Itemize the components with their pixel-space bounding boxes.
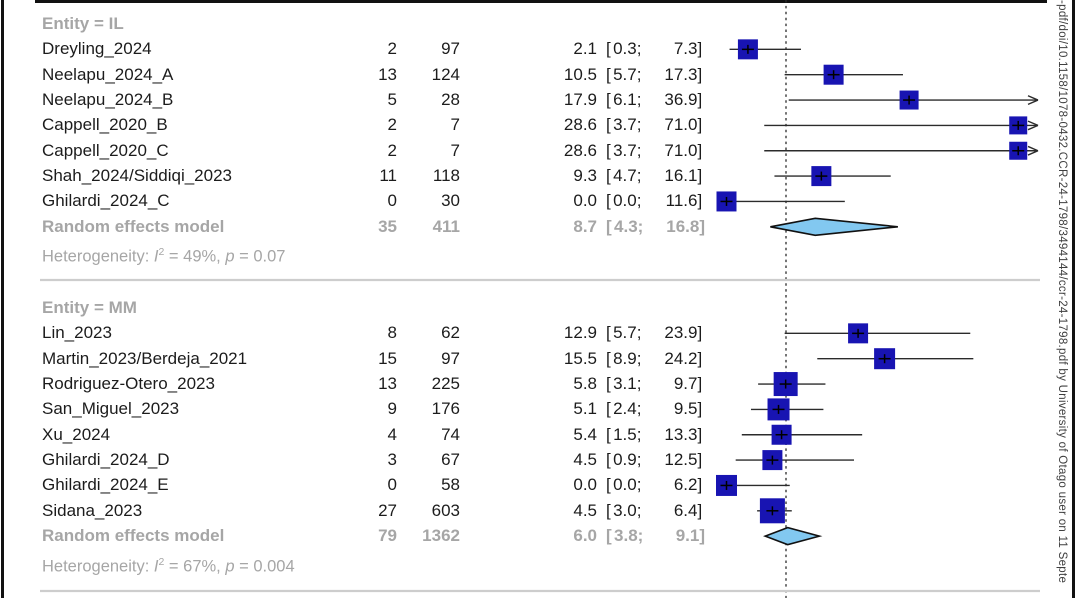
study-row [0, 163, 1045, 189]
ci-upper: 9.5 [673, 399, 698, 419]
ci-open-bracket: [ [606, 166, 611, 186]
ci-open-bracket: [ [606, 500, 611, 520]
ci-open-bracket: [ [606, 348, 611, 368]
ci-upper: 71.0 [664, 140, 698, 160]
total-value: 74 [441, 424, 460, 444]
ci-value [606, 112, 707, 138]
ci-value [606, 163, 707, 189]
ci-separator: ; [637, 216, 644, 236]
events-value: 2 [387, 115, 397, 135]
effect-value: 9.3 [573, 166, 597, 186]
ci-separator: ; [636, 374, 642, 394]
effect-value: 28.6 [563, 140, 597, 160]
ci-close-bracket: ] [697, 90, 703, 110]
ci-close-bracket: ] [697, 348, 703, 368]
total-value: 97 [441, 39, 460, 59]
ci-lower: 6.1 [613, 90, 637, 110]
ci-separator: ; [636, 424, 642, 444]
ci-lower: 3.1 [613, 374, 637, 394]
i2-superscript: 2 [158, 555, 165, 568]
events-value: 13 [378, 64, 397, 84]
total-value: 411 [432, 216, 460, 236]
events-value: 0 [387, 191, 397, 211]
watermark-text: -pdf/doi/10.1158/1078-0432.CCR-24-1798/3494144/ccr-24-1798.pdf by University of Otago user on 11 Septe [1056, 0, 1068, 584]
ci-lower: 0.3 [613, 39, 637, 59]
ci-upper: 13.3 [664, 424, 698, 444]
ci-lower: 5.7 [613, 64, 637, 84]
study-row [0, 62, 1045, 88]
total-value: 62 [441, 323, 460, 343]
ci-separator: ; [636, 39, 642, 59]
ci-lower: 4.3 [614, 216, 638, 236]
ci-upper: 16.8 [666, 216, 700, 236]
study-label: Ghilardi_2024_E [42, 475, 169, 495]
ci-value [606, 396, 707, 422]
events-value: 79 [378, 526, 397, 546]
effect-value: 4.5 [573, 450, 597, 470]
ci-close-bracket: ] [697, 450, 703, 470]
ci-close-bracket: ] [697, 500, 703, 520]
i2-symbol: I [153, 557, 159, 575]
ci-close-bracket: ] [697, 323, 703, 343]
ci-close-bracket: ] [697, 374, 703, 394]
effect-value: 0.0 [573, 191, 597, 211]
study-row [0, 346, 1045, 372]
ci-value [606, 371, 707, 397]
ci-close-bracket: ] [697, 39, 703, 59]
ci-lower: 3.7 [613, 140, 637, 160]
total-value: 118 [432, 166, 460, 186]
effect-value: 6.0 [573, 526, 597, 546]
ci-close-bracket: ] [697, 166, 703, 186]
events-value: 8 [387, 323, 397, 343]
group-header-row [0, 11, 1045, 37]
effect-value: 12.9 [563, 323, 597, 343]
ci-open-bracket: [ [606, 526, 612, 546]
ci-value [606, 214, 707, 240]
heterogeneity-row [0, 239, 1045, 265]
ci-separator: ; [636, 450, 642, 470]
ci-open-bracket: [ [606, 191, 611, 211]
p-symbol: p [225, 557, 235, 575]
ci-close-bracket: ] [697, 64, 703, 84]
total-value: 7 [450, 115, 460, 135]
ci-upper: 17.3 [664, 64, 698, 84]
ci-open-bracket: [ [606, 115, 611, 135]
study-label: Rodriguez-Otero_2023 [42, 374, 215, 394]
ci-lower: 1.5 [613, 424, 637, 444]
ci-lower: 0.0 [613, 475, 637, 495]
study-label: Cappell_2020_C [42, 140, 169, 160]
study-label: Random effects model [42, 216, 225, 236]
study-label: Lin_2023 [42, 323, 112, 343]
ci-upper: 9.7 [673, 374, 698, 394]
ci-value [606, 87, 707, 113]
ci-upper: 12.5 [664, 450, 698, 470]
ci-open-bracket: [ [606, 323, 611, 343]
ci-open-bracket: [ [606, 140, 611, 160]
effect-value: 4.5 [573, 500, 597, 520]
effect-value: 5.1 [573, 399, 597, 419]
effect-value: 15.5 [563, 348, 597, 368]
group-header-row [0, 295, 1045, 321]
study-row [0, 498, 1045, 524]
ci-separator: ; [636, 140, 642, 160]
ci-value [606, 62, 707, 88]
effect-value: 8.7 [573, 216, 597, 236]
events-value: 35 [378, 216, 397, 236]
ci-value [606, 498, 707, 524]
ci-close-bracket: ] [697, 424, 703, 444]
ci-upper: 6.4 [673, 500, 698, 520]
events-value: 3 [387, 450, 397, 470]
ci-open-bracket: [ [606, 64, 611, 84]
ci-upper: 9.1 [675, 526, 700, 546]
ci-value [606, 36, 707, 62]
total-value: 1362 [422, 526, 460, 546]
ci-close-bracket: ] [699, 526, 706, 546]
ci-separator: ; [637, 526, 644, 546]
events-value: 2 [387, 39, 397, 59]
effect-value: 28.6 [563, 115, 597, 135]
pooled-row [0, 214, 1045, 240]
ci-separator: ; [636, 475, 642, 495]
total-value: 225 [431, 374, 460, 394]
ci-value [606, 447, 707, 473]
study-row [0, 320, 1045, 346]
ci-value [606, 138, 707, 164]
i2-symbol: I [153, 247, 159, 266]
study-row [0, 447, 1045, 473]
ci-value [606, 523, 707, 549]
total-value: 28 [441, 90, 460, 110]
study-label: Xu_2024 [42, 424, 111, 444]
group-label: Entity = MM [42, 298, 137, 317]
ci-close-bracket: ] [697, 140, 703, 160]
ci-lower: 0.9 [613, 450, 637, 470]
ci-upper: 7.3 [673, 39, 698, 59]
ci-upper: 6.2 [673, 475, 698, 495]
ci-upper: 24.2 [664, 348, 698, 368]
total-value: 67 [441, 450, 460, 470]
events-value: 13 [378, 374, 397, 394]
pooled-row [0, 523, 1045, 549]
ci-separator: ; [636, 500, 642, 520]
ci-upper: 23.9 [664, 323, 698, 343]
ci-lower: 3.0 [613, 500, 637, 520]
total-value: 97 [441, 348, 460, 368]
ci-value [606, 422, 707, 448]
ci-value [606, 472, 707, 498]
ci-close-bracket: ] [697, 475, 703, 495]
effect-value: 5.8 [573, 374, 597, 394]
ci-lower: 8.9 [613, 348, 637, 368]
effect-value: 0.0 [573, 475, 597, 495]
total-value: 30 [441, 191, 460, 211]
study-label: Shah_2024/Siddiqi_2023 [42, 166, 233, 186]
ci-lower: 4.7 [613, 166, 637, 186]
ci-lower: 3.8 [614, 526, 638, 546]
study-row [0, 371, 1045, 397]
ci-lower: 3.7 [613, 115, 637, 135]
ci-separator: ; [636, 90, 642, 110]
study-label: Dreyling_2024 [42, 39, 152, 59]
ci-open-bracket: [ [606, 450, 611, 470]
events-value: 4 [387, 424, 397, 444]
ci-value [606, 346, 707, 372]
ci-lower: 0.0 [613, 191, 637, 211]
ci-upper: 11.6 [665, 191, 698, 211]
effect-value: 17.9 [563, 90, 597, 110]
total-value: 124 [431, 64, 460, 84]
ci-upper: 36.9 [664, 90, 698, 110]
events-value: 0 [387, 475, 397, 495]
events-value: 27 [378, 500, 397, 520]
heterogeneity-text: Heterogeneity: $I^2 = 49\%$, p = 0.07 [42, 246, 286, 266]
events-value: 9 [387, 399, 397, 419]
ci-lower: 5.7 [613, 323, 637, 343]
ci-separator: ; [636, 399, 642, 419]
events-value: 11 [379, 166, 397, 186]
ci-upper: 16.1 [664, 166, 698, 186]
ci-close-bracket: ] [697, 115, 703, 135]
ci-value [606, 320, 707, 346]
ci-separator: ; [636, 166, 642, 186]
ci-separator: ; [636, 323, 642, 343]
ci-open-bracket: [ [606, 39, 611, 59]
study-row [0, 472, 1045, 498]
study-label: San_Miguel_2023 [42, 399, 180, 419]
ci-open-bracket: [ [606, 475, 611, 495]
study-label: Sidana_2023 [42, 500, 143, 520]
ci-open-bracket: [ [606, 90, 611, 110]
ci-separator: ; [636, 348, 642, 368]
effect-value: 10.5 [563, 64, 597, 84]
study-row [0, 188, 1045, 214]
ci-separator: ; [636, 191, 642, 211]
events-value: 2 [387, 140, 397, 160]
ci-open-bracket: [ [606, 216, 612, 236]
effect-value: 2.1 [573, 39, 597, 59]
study-row [0, 112, 1045, 138]
study-row [0, 138, 1045, 164]
ci-lower: 2.4 [613, 399, 637, 419]
ci-close-bracket: ] [699, 216, 706, 236]
ci-value [606, 188, 707, 214]
study-label: Martin_2023/Berdeja_2021 [42, 348, 248, 368]
heterogeneity-text: Heterogeneity: $I^2 = 67\%$, p = 0.004 [42, 555, 295, 575]
events-value: 15 [378, 348, 397, 368]
study-label: Cappell_2020_B [42, 115, 168, 135]
ci-close-bracket: ] [697, 399, 703, 419]
study-row [0, 87, 1045, 113]
study-label: Random effects model [42, 526, 225, 546]
study-label: Ghilardi_2024_D [42, 450, 170, 470]
total-value: 58 [441, 475, 460, 495]
p-symbol: p [225, 247, 235, 266]
study-label: Ghilardi_2024_C [42, 191, 170, 211]
study-row [0, 36, 1045, 62]
study-label: Neelapu_2024_A [42, 64, 174, 84]
total-value: 603 [431, 500, 460, 520]
ci-open-bracket: [ [606, 374, 611, 394]
ci-open-bracket: [ [606, 424, 611, 444]
study-row [0, 396, 1045, 422]
ci-separator: ; [636, 64, 642, 84]
effect-value: 5.4 [573, 424, 597, 444]
study-label: Neelapu_2024_B [42, 90, 174, 110]
i2-superscript: 2 [158, 246, 165, 259]
total-value: 176 [431, 399, 460, 419]
events-value: 5 [387, 90, 397, 110]
group-label: Entity = IL [42, 14, 124, 33]
ci-close-bracket: ] [697, 191, 703, 211]
study-row [0, 422, 1045, 448]
heterogeneity-row [0, 549, 1045, 575]
total-value: 7 [450, 140, 460, 160]
ci-open-bracket: [ [606, 399, 611, 419]
ci-upper: 71.0 [664, 115, 698, 135]
ci-separator: ; [636, 115, 642, 135]
